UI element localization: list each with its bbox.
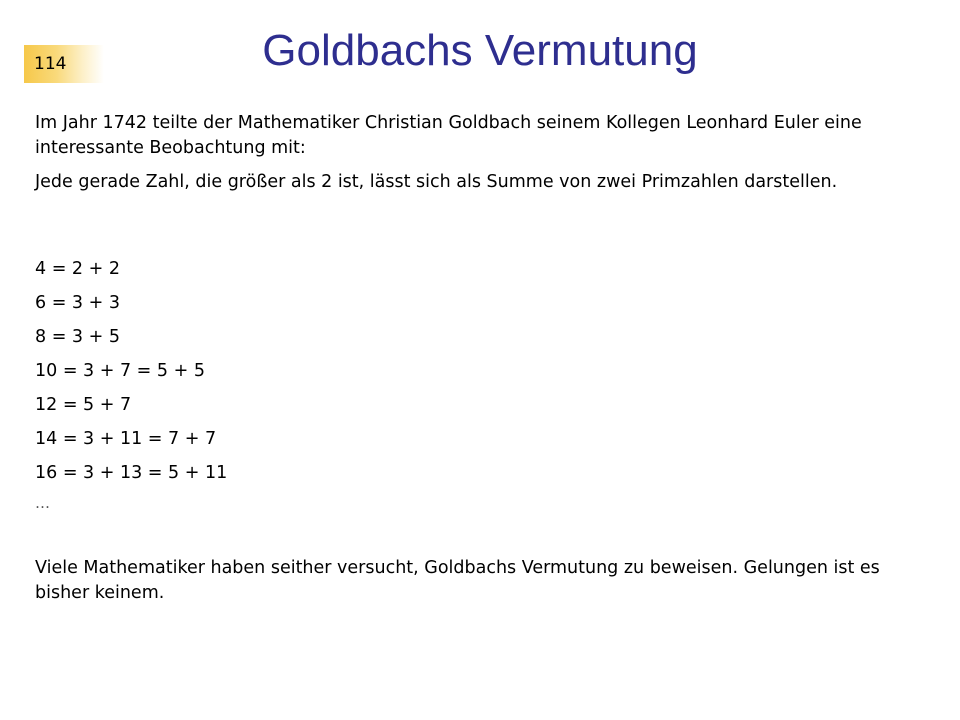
outro-paragraph: Viele Mathematiker haben seither versucht, Goldbachs Vermutung zu beweisen. Gelungen ist es bisher keinem. (35, 558, 880, 603)
example-item: 10 = 3 + 7 = 5 + 5 (35, 361, 205, 381)
example-item: 12 = 5 + 7 (35, 395, 132, 415)
example-item: 16 = 3 + 13 = 5 + 11 (35, 463, 228, 483)
slide-title: Goldbachs Vermutung (262, 26, 698, 75)
intro-paragraph: Im Jahr 1742 teilte der Mathematiker Christian Goldbach seinem Kollegen Leonhard Euler eine interessante Beobachtung mit: (35, 113, 862, 158)
example-item: 8 = 3 + 5 (35, 327, 120, 347)
example-item: 6 = 3 + 3 (35, 293, 120, 313)
slide-number: 114 (24, 45, 104, 83)
ellipsis: … (35, 494, 50, 512)
conjecture-statement: Jede gerade Zahl, die größer als 2 ist, lässt sich als Summe von zwei Primzahlen darstellen. (35, 172, 838, 192)
example-list (35, 252, 227, 490)
example-item: 4 = 2 + 2 (35, 259, 120, 279)
example-item: 14 = 3 + 11 = 7 + 7 (35, 429, 217, 449)
